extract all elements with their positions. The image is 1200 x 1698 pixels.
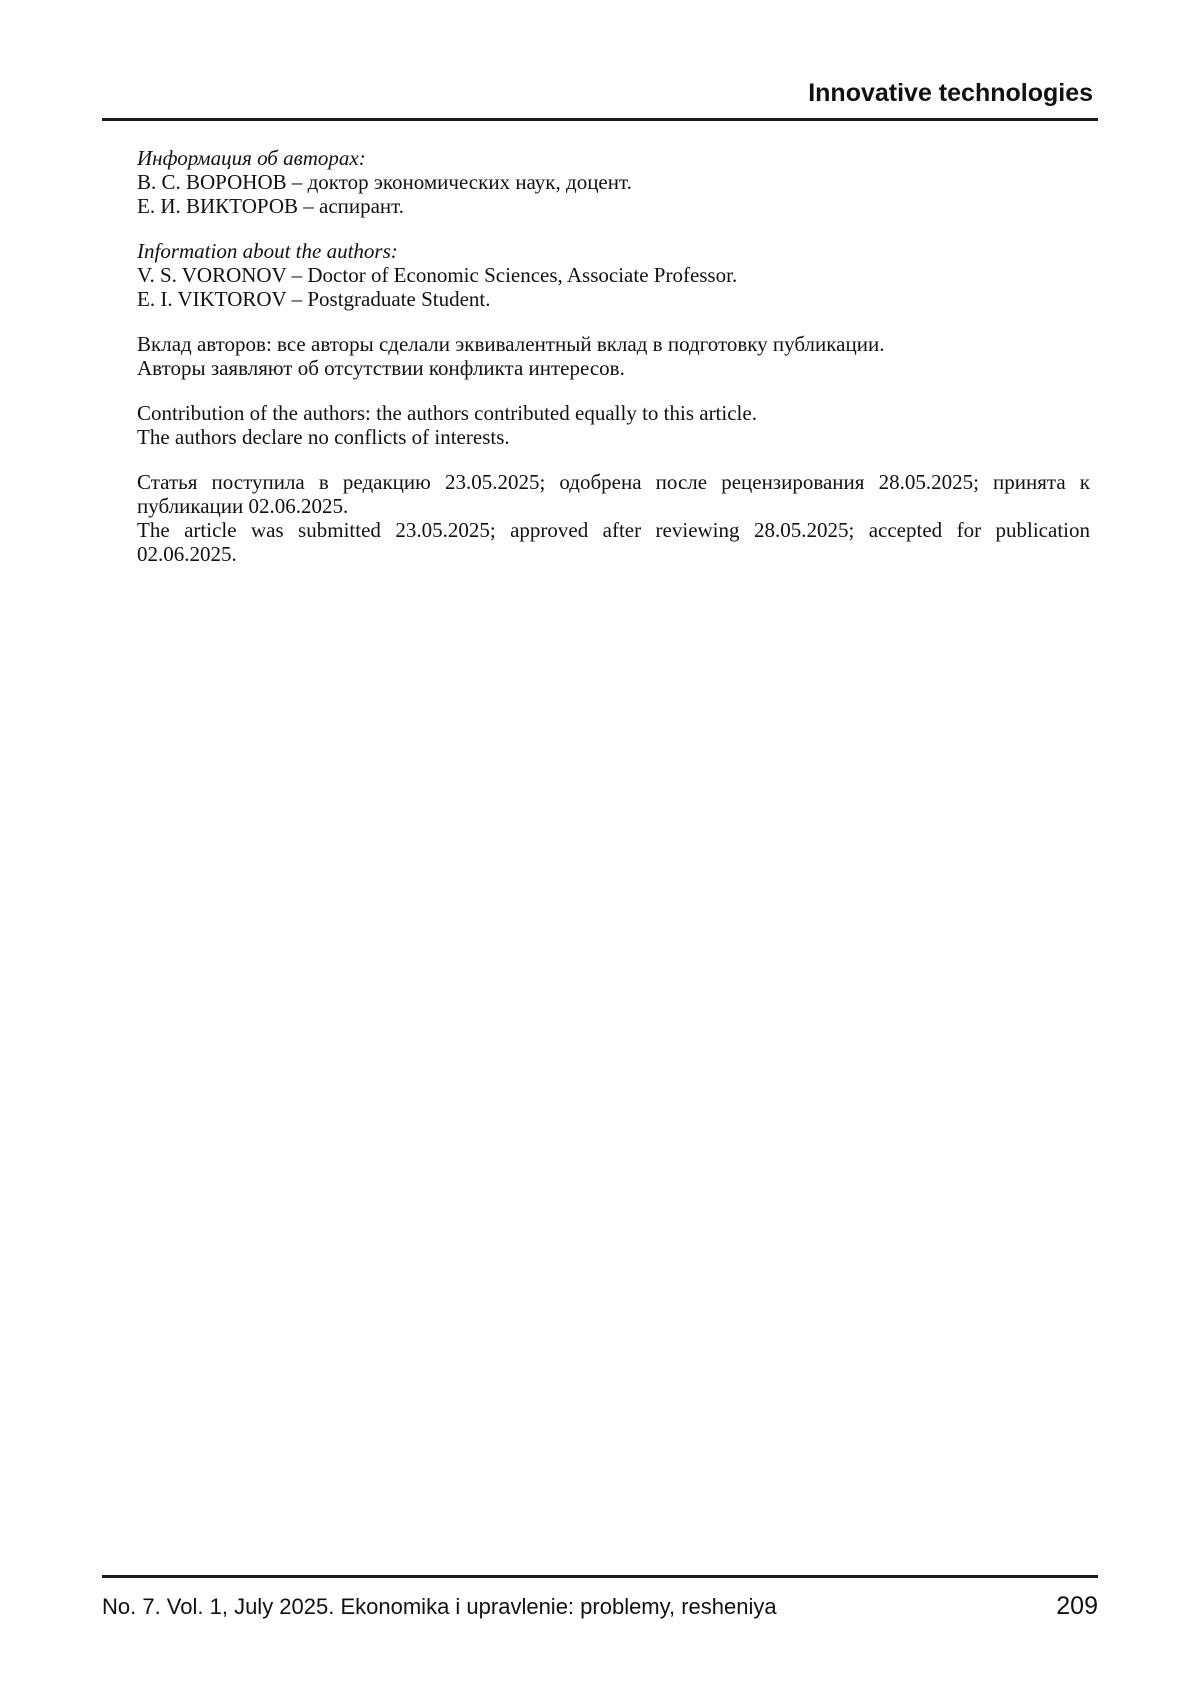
article-dates-ru: Статья поступила в редакцию 23.05.2025; одобрена после рецензирования 28.05.2025; принята к публикации 02.06.2025. [137,470,1090,518]
authors-info-ru-block [137,146,1090,218]
author-line-viktorov-ru: Е. И. ВИКТОРОВ – аспирант. [137,194,405,218]
conflict-ru-line: Авторы заявляют об отсутствии конфликта интересов. [137,356,625,380]
article-dates-block [137,470,1090,566]
author-line-viktorov-en: E. I. VIKTOROV – Postgraduate Student. [137,287,491,311]
contribution-ru-block [137,332,1090,380]
article-dates-en: The article was submitted 23.05.2025; approved after reviewing 28.05.2025; accepted for publication 02.06.2025. [137,518,1090,566]
running-head-title: Innovative technologies [808,79,1093,107]
contribution-ru-line: Вклад авторов: все авторы сделали эквивалентный вклад в подготовку публикации. [137,332,885,356]
page-body [137,146,1090,566]
contribution-en-block [137,401,1090,449]
authors-info-en-heading: Information about the authors: [137,239,398,263]
footer-journal-info: No. 7. Vol. 1, July 2025. Ekonomika i upravlenie: problemy, resheniya [102,1594,777,1619]
header-rule [102,118,1098,121]
footer-rule [102,1575,1098,1578]
author-line-voronov-en: V. S. VORONOV – Doctor of Economic Sciences, Associate Professor. [137,263,738,287]
footer-page-number: 209 [1056,1592,1098,1620]
author-line-voronov-ru: В. С. ВОРОНОВ – доктор экономических наук, доцент. [137,170,632,194]
page-footer [102,1592,1098,1621]
authors-info-ru-heading: Информация об авторах: [137,146,366,170]
conflict-en-line: The authors declare no conflicts of interests. [137,425,510,449]
authors-info-en-block [137,239,1090,311]
contribution-en-line: Contribution of the authors: the authors contributed equally to this article. [137,401,757,425]
